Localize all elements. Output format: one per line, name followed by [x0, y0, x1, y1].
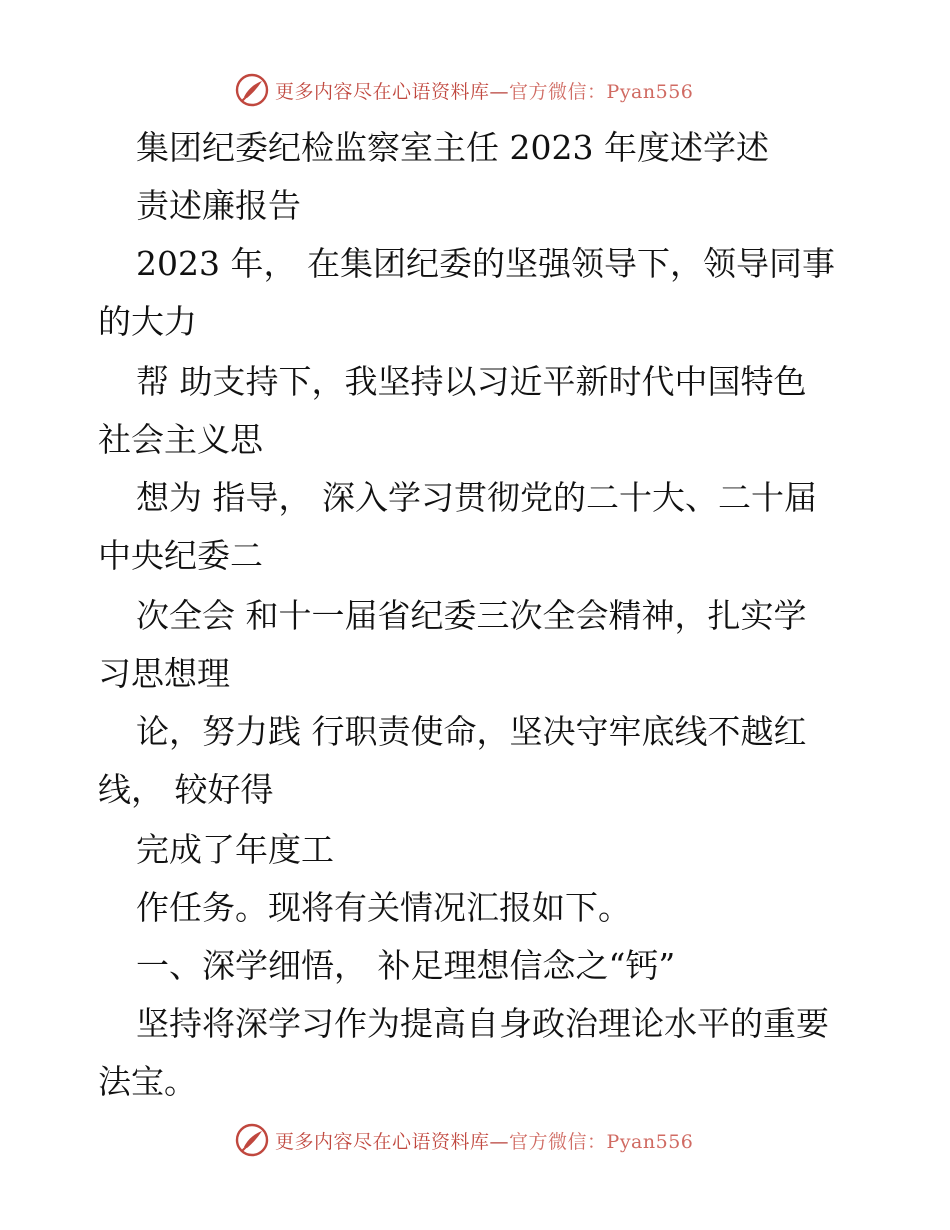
watermark-brand: 更多内容尽在心语资料库	[275, 1130, 490, 1153]
paragraph-line: 论，努力践 行职责使命，坚决守牢底线不越红	[136, 712, 807, 751]
paragraph-line: 的大力	[98, 302, 197, 341]
paragraph-line: 线， 较好得	[98, 770, 274, 809]
paragraph-line: 法宝。	[98, 1062, 197, 1101]
watermark-separator: —	[489, 80, 510, 103]
paragraph-line: 帮 助支持下，我坚持以习近平新时代中国特色	[136, 362, 807, 401]
paragraph-line: 次全会 和十一届省纪委三次全会精神，扎实学	[136, 596, 807, 635]
paragraph-line: 完成了年度工	[136, 830, 334, 869]
paragraph-line: 2023 年， 在集团纪委的坚强领导下，领导同事	[136, 244, 835, 283]
watermark-separator: —	[489, 1130, 510, 1153]
paragraph-line: 习思想理	[98, 654, 230, 693]
watermark-contact-label: 官方微信：	[509, 1130, 607, 1153]
quill-pen-logo-icon	[235, 73, 269, 107]
watermark-text	[275, 1127, 693, 1154]
title-line-2: 责述廉报告	[136, 186, 301, 225]
paragraph-line: 想为 指导， 深入学习贯彻党的二十大、二十届	[136, 478, 817, 517]
section-heading: 一、深学细悟， 补足理想信念之“钙”	[136, 946, 676, 985]
watermark-contact-label: 官方微信：	[509, 80, 607, 103]
watermark-text	[275, 77, 693, 104]
paragraph-line: 坚持将深学习作为提高自身政治理论水平的重要	[136, 1004, 829, 1043]
watermark-banner-top	[235, 72, 693, 108]
paragraph-line: 中央纪委二	[98, 536, 263, 575]
watermark-contact-id: Pyan556	[606, 80, 694, 103]
paragraph-line: 社会主义思	[98, 420, 263, 459]
quill-pen-logo-icon	[235, 1123, 269, 1157]
paragraph-line: 作任务。现将有关情况汇报如下。	[136, 888, 631, 927]
watermark-contact-id: Pyan556	[606, 1130, 694, 1153]
title-line-1: 集团纪委纪检监察室主任 2023 年度述学述	[136, 128, 769, 167]
watermark-brand: 更多内容尽在心语资料库	[275, 80, 490, 103]
watermark-banner-bottom	[235, 1122, 693, 1158]
